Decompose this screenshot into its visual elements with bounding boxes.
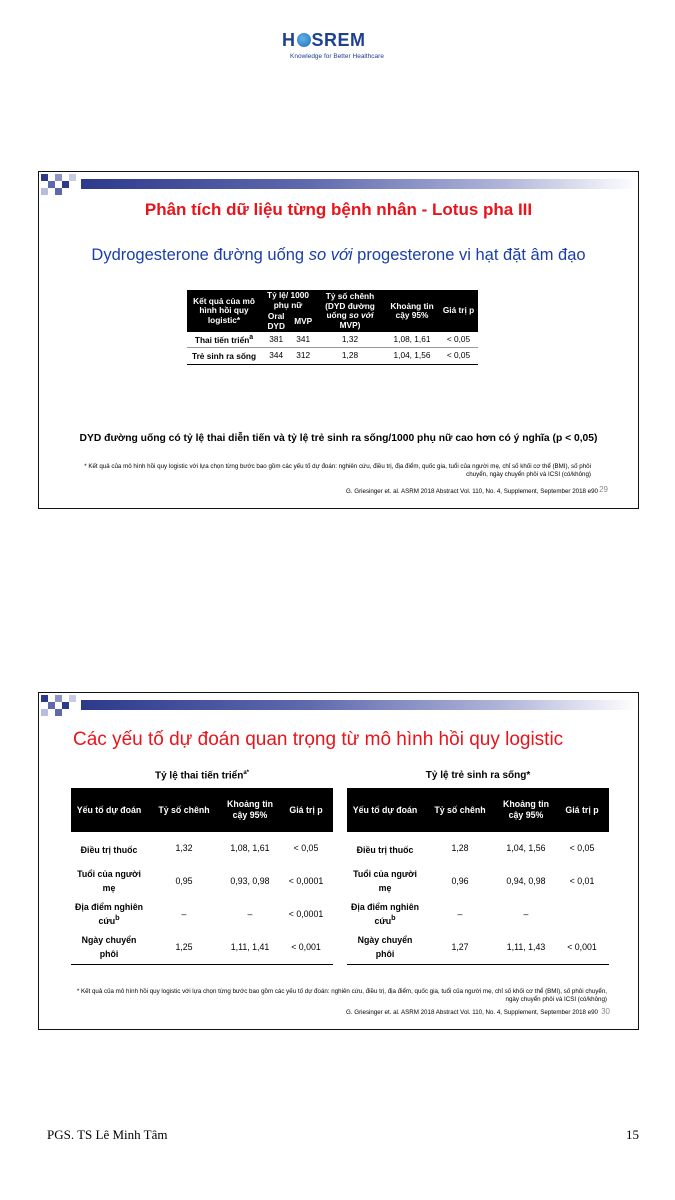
header-mvp: MVP — [291, 311, 315, 332]
row-label: Địa điểm nghiên cứu$^b$ — [75, 902, 143, 926]
footnote: * Kết quả của mô hình hồi quy logistic với lựa chọn từng bước bao gồm các yếu tố dự đoán: nghiên cứu, điều trị, địa điểm, quốc gia, tuổi của người mẹ, chỉ số khối cơ thể (BMI), số phôi chuyển, ngày chuyển phôi và ICSI (có/không) — [76, 988, 607, 1004]
cell-oral: 344 — [261, 348, 291, 364]
logo-letters-srem: SREM — [311, 30, 366, 50]
cell-p: < 0,001 — [279, 931, 333, 965]
cell-p: < 0,0001 — [288, 909, 324, 919]
reference: G. Griesinger et. al. ASRM 2018 Abstract Vol. 110, No. 4, Supplement, September 2018 e90 — [346, 1009, 598, 1016]
cell-p — [555, 898, 609, 931]
slide-30 — [38, 692, 639, 1030]
slide-title: Các yếu tố dự đoán quan trọng từ mô hình hồi quy logistic — [73, 729, 564, 750]
footnote: * Kết quả của mô hình hồi quy logistic với lựa chọn từng bước bao gồm các yếu tố dự đoán: nghiên cứu, điều trị, địa điểm, quốc gia, tuổi của người mẹ, chỉ số khối cơ thể (BMI), số phôi chuyển, ngày chuyển phôi và ICSI (có/không) — [84, 463, 591, 479]
cell-ci: 0,94, 0,98 — [506, 876, 546, 886]
table-row — [187, 332, 478, 348]
cell-p: < 0,05 — [439, 332, 478, 348]
row-label: Thai tiến triển$^a$ — [187, 332, 261, 348]
cell-or: 1,32 — [175, 843, 193, 853]
cell-p: < 0,0001 — [288, 876, 324, 886]
table-row — [347, 898, 609, 931]
cell-or: 1,32 — [315, 332, 385, 348]
cell-ci: 1,11, 1,43 — [497, 931, 555, 965]
cell-p: < 0,01 — [569, 876, 595, 886]
cell-oral: 381 — [261, 332, 291, 348]
cell-p: < 0,001 — [555, 931, 609, 965]
cell-or: – — [457, 909, 463, 919]
slide-decoration — [39, 172, 639, 194]
header-oral-dyd: Oral DYD — [261, 311, 291, 332]
header-predictor: Yếu tố dự đoán — [347, 788, 423, 832]
row-label: Địa điểm nghiên cứu$^b$ — [351, 902, 419, 926]
cell-ci: – — [523, 909, 529, 919]
header-ci: Khoảng tin cậy 95% — [497, 788, 555, 832]
reference: G. Griesinger et. al. ASRM 2018 Abstract Vol. 110, No. 4, Supplement, September 2018 e90 — [346, 488, 598, 495]
cell-or: 0,96 — [451, 876, 469, 886]
cell-or: – — [181, 909, 187, 919]
header-rate: Tỷ lệ/ 1000 phụ nữ — [261, 290, 315, 311]
header-predictor: Yếu tố dự đoán — [71, 788, 147, 832]
cell-mvp: 312 — [291, 348, 315, 364]
lotus-results-table — [187, 290, 478, 365]
logo-tagline: Knowledge for Better Healthcare — [290, 53, 384, 60]
header-ci: Khoảng tin cậy 95% — [385, 290, 439, 332]
row-label: Ngày chuyển phôi — [347, 931, 423, 965]
cell-ci: 1,04, 1,56 — [385, 348, 439, 364]
header-p: Giá trị p — [439, 290, 478, 332]
header-odds-ratio: Tỷ số chênh — [147, 788, 221, 832]
cell-or: 1,27 — [423, 931, 497, 965]
header-ci: Khoảng tin cậy 95% — [221, 788, 279, 832]
table-row — [71, 865, 333, 898]
cell-mvp: 341 — [291, 332, 315, 348]
cell-ci: 1,11, 1,41 — [221, 931, 279, 965]
slide-29 — [38, 171, 639, 509]
cell-ci: 1,08, 1,61 — [230, 843, 270, 853]
table-row — [71, 931, 333, 965]
right-table-caption: Tỷ lệ trẻ sinh ra sống* — [425, 770, 531, 781]
progression-table — [71, 788, 333, 965]
header-odds-ratio: Tỷ số chênh — [423, 788, 497, 832]
cell-ci: 1,04, 1,56 — [506, 843, 546, 853]
slide-title: Phân tích dữ liệu từng bệnh nhân - Lotus pha III — [144, 200, 533, 219]
table-row — [187, 348, 478, 364]
page-number: 15 — [626, 1127, 639, 1142]
hosrem-logo — [282, 30, 397, 66]
header-p: Giá trị p — [555, 788, 609, 832]
cell-or: 1,25 — [147, 931, 221, 965]
header-odds-ratio: Tỷ số chênh (DYD đường uống so với MVP) — [315, 290, 385, 332]
cell-or: 1,28 — [315, 348, 385, 364]
cell-p: < 0,05 — [569, 843, 595, 853]
conclusion-text: DYD đường uống có tỷ lệ thai diễn tiến và tỷ lệ trẻ sinh ra sống/1000 phụ nữ cao hơn có ý nghĩa (p < 0,05) — [79, 433, 598, 444]
cell-ci: 1,08, 1,61 — [385, 332, 439, 348]
row-label: Tuổi của người mẹ — [353, 869, 417, 893]
cell-p: < 0,05 — [439, 348, 478, 364]
header-p: Giá trị p — [279, 788, 333, 832]
cell-ci: 0,93, 0,98 — [230, 876, 270, 886]
row-label: Tuổi của người mẹ — [77, 869, 141, 893]
slide-page-number: 29 — [599, 485, 608, 494]
header-outcome: Kết quả của mô hình hồi quy logistic* — [187, 290, 261, 332]
cell-p: < 0,05 — [293, 843, 319, 853]
cell-or: 1,28 — [451, 843, 469, 853]
cell-or: 0,95 — [175, 876, 193, 886]
table-row — [347, 832, 609, 865]
logo-letters-h: H — [282, 30, 296, 50]
author-footer: PGS. TS Lê Minh Tâm — [47, 1127, 168, 1142]
slide-subtitle: Dydrogesterone đường uống so với progesterone vi hạt đặt âm đạo — [91, 246, 586, 264]
logo-wordmark — [282, 30, 366, 51]
table-row — [71, 898, 333, 931]
left-table-caption: Tỷ lệ thai tiến triển$^{a*}$ — [154, 770, 250, 782]
globe-icon — [297, 33, 311, 47]
row-label: Ngày chuyển phôi — [71, 931, 147, 965]
slide-decoration — [39, 693, 639, 715]
row-label: Điều trị thuốc — [80, 844, 138, 855]
table-row — [71, 832, 333, 865]
slide-page-number: 30 — [601, 1007, 610, 1016]
cell-ci: – — [247, 909, 253, 919]
live-birth-table — [347, 788, 609, 965]
table-row — [347, 865, 609, 898]
row-label: Điều trị thuốc — [356, 844, 414, 855]
table-row — [347, 931, 609, 965]
row-label: Trẻ sinh ra sống — [187, 348, 261, 364]
